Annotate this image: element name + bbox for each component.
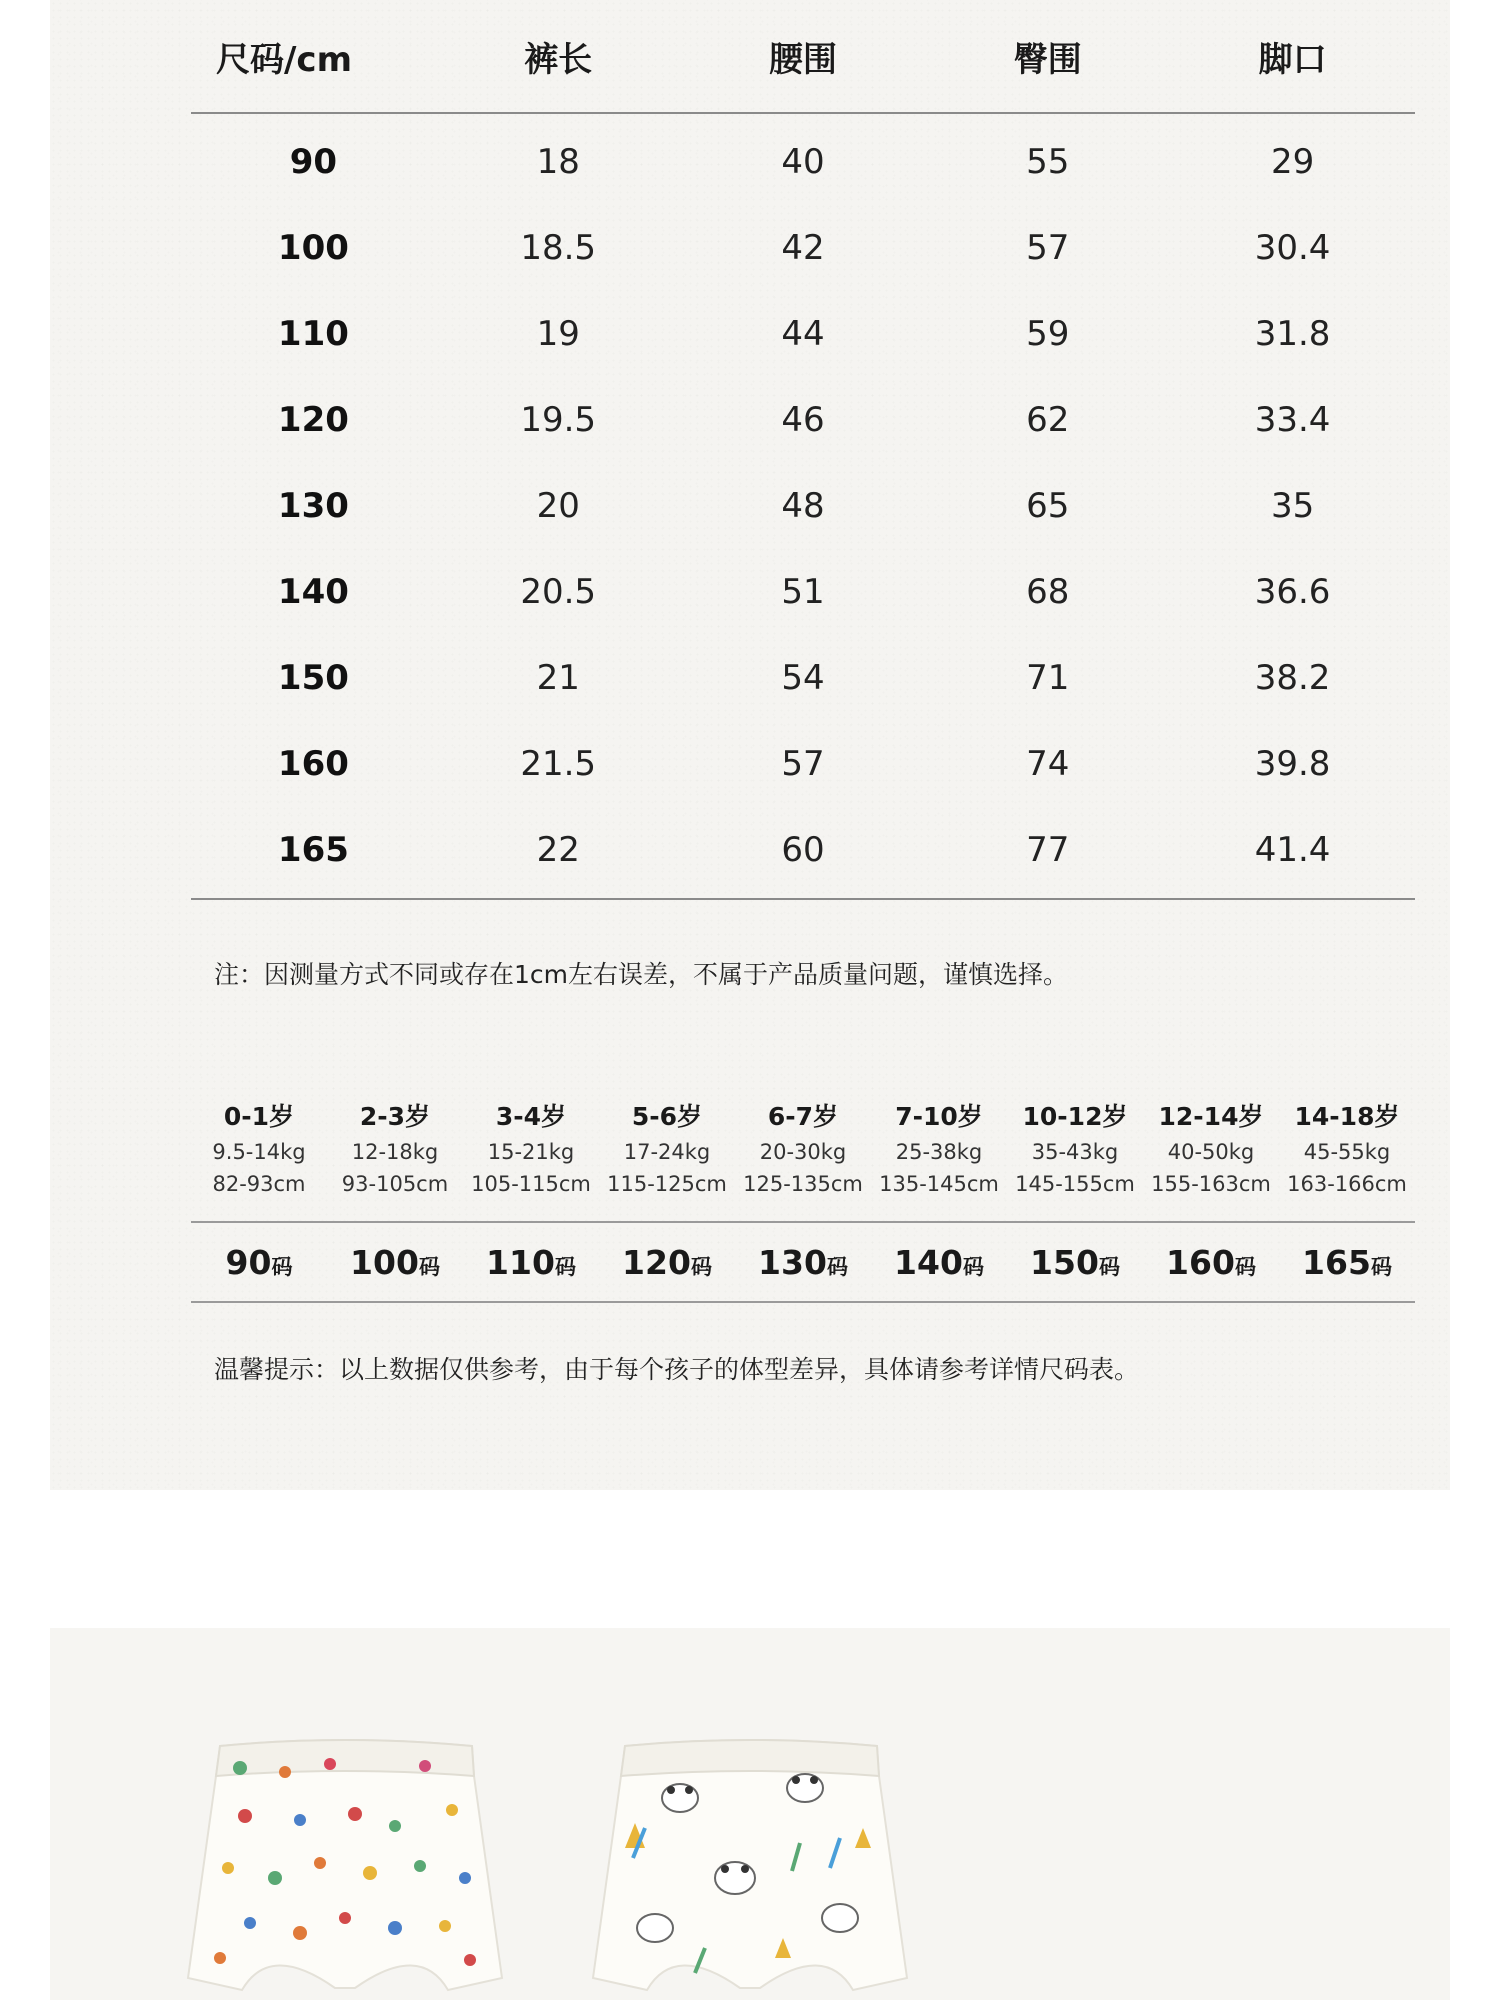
height-range: 163-166cm — [1287, 1172, 1407, 1196]
size-code-unit: 码 — [1234, 1254, 1256, 1279]
header-size: 尺码/cm — [216, 39, 352, 80]
age-label: 12-14岁 — [1158, 1102, 1264, 1131]
age-cell — [463, 1098, 599, 1200]
size-code-unit: 码 — [554, 1254, 576, 1279]
leg-opening-cell: 31.8 — [1254, 314, 1331, 354]
height-range: 105-115cm — [471, 1172, 591, 1196]
size-code-unit: 码 — [1098, 1254, 1120, 1279]
product-image-monster-print — [180, 1728, 510, 2000]
length-cell: 22 — [536, 830, 580, 870]
waist-cell: 60 — [781, 830, 825, 870]
age-label: 0-1岁 — [223, 1102, 295, 1131]
size-code — [1279, 1243, 1415, 1282]
height-range: 93-105cm — [341, 1172, 449, 1196]
waist-cell: 40 — [781, 142, 825, 182]
size-code-number: 150 — [1030, 1242, 1099, 1282]
weight-range: 9.5-14kg — [212, 1140, 306, 1164]
leg-opening-cell: 38.2 — [1254, 658, 1331, 698]
weight-range: 45-55kg — [1303, 1140, 1391, 1164]
size-code-number: 165 — [1302, 1242, 1371, 1282]
length-cell: 21.5 — [520, 744, 597, 784]
size-code-number: 110 — [486, 1242, 555, 1282]
size-code-number: 130 — [758, 1242, 827, 1282]
waist-cell: 54 — [781, 658, 825, 698]
warm-tip: 温馨提示：以上数据仅供参考，由于每个孩子的体型差异，具体请参考详情尺码表。 — [214, 1355, 1140, 1384]
length-cell: 21 — [536, 658, 580, 698]
size-table-row — [191, 377, 1415, 463]
size-cell: 120 — [277, 400, 349, 440]
length-cell: 19.5 — [520, 400, 597, 440]
height-range: 82-93cm — [212, 1172, 306, 1196]
age-label: 10-12岁 — [1022, 1102, 1128, 1131]
size-code — [871, 1243, 1007, 1282]
size-code — [1007, 1243, 1143, 1282]
product-image-panda-print — [585, 1728, 915, 2000]
age-cell — [1279, 1098, 1415, 1200]
header-waist: 腰围 — [768, 39, 837, 80]
size-code-number: 160 — [1166, 1242, 1235, 1282]
age-cell — [871, 1098, 1007, 1200]
weight-range: 17-24kg — [623, 1140, 711, 1164]
size-table-row — [191, 635, 1415, 721]
weight-range: 15-21kg — [487, 1140, 575, 1164]
waist-cell: 42 — [781, 228, 825, 268]
leg-opening-cell: 36.6 — [1254, 572, 1331, 612]
weight-range: 40-50kg — [1167, 1140, 1255, 1164]
age-label: 6-7岁 — [767, 1102, 839, 1131]
hip-cell: 57 — [1026, 228, 1070, 268]
product-card — [50, 1628, 1450, 2000]
measurement-note: 注：因测量方式不同或存在1cm左右误差，不属于产品质量问题，谨慎选择。 — [214, 960, 1069, 989]
length-cell: 19 — [536, 314, 580, 354]
header-hip: 臀围 — [1013, 39, 1082, 80]
size-table-body — [191, 114, 1415, 893]
size-table-row — [191, 463, 1415, 549]
height-range: 125-135cm — [743, 1172, 863, 1196]
hip-cell: 62 — [1026, 400, 1070, 440]
age-label: 5-6岁 — [631, 1102, 703, 1131]
size-table-row — [191, 807, 1415, 893]
weight-range: 12-18kg — [351, 1140, 439, 1164]
size-cell: 160 — [277, 744, 349, 784]
age-divider-bottom — [191, 1301, 1415, 1303]
size-code — [191, 1243, 327, 1282]
leg-opening-cell: 41.4 — [1254, 830, 1331, 870]
age-cell — [327, 1098, 463, 1200]
size-cell: 100 — [277, 228, 349, 268]
size-cell: 110 — [277, 314, 349, 354]
waist-cell: 57 — [781, 744, 825, 784]
hip-cell: 71 — [1026, 658, 1070, 698]
age-row — [191, 1098, 1415, 1200]
length-cell: 20 — [536, 486, 580, 526]
leg-opening-cell: 35 — [1270, 486, 1315, 526]
age-cell — [1143, 1098, 1279, 1200]
hip-cell: 77 — [1026, 830, 1070, 870]
header-leg-opening: 脚口 — [1258, 39, 1327, 80]
size-code-unit: 码 — [418, 1254, 440, 1279]
size-code — [1143, 1243, 1279, 1282]
size-cell: 140 — [277, 572, 349, 612]
height-range: 115-125cm — [607, 1172, 727, 1196]
waist-cell: 51 — [781, 572, 825, 612]
size-code-unit: 码 — [690, 1254, 712, 1279]
length-cell: 18 — [536, 142, 580, 182]
size-cell: 130 — [277, 486, 349, 526]
waist-cell: 44 — [781, 314, 825, 354]
age-label: 2-3岁 — [359, 1102, 431, 1131]
age-cell — [599, 1098, 735, 1200]
size-code — [599, 1243, 735, 1282]
age-label: 7-10岁 — [895, 1102, 983, 1131]
size-chart-card — [50, 0, 1450, 1490]
size-code-number: 120 — [622, 1242, 691, 1282]
height-range: 145-155cm — [1015, 1172, 1135, 1196]
size-code-number: 100 — [350, 1242, 419, 1282]
waist-cell: 48 — [781, 486, 825, 526]
weight-range: 20-30kg — [759, 1140, 847, 1164]
height-range: 135-145cm — [879, 1172, 999, 1196]
size-table-row — [191, 205, 1415, 291]
size-code-unit: 码 — [1370, 1254, 1392, 1279]
age-label: 3-4岁 — [495, 1102, 567, 1131]
hip-cell: 55 — [1026, 142, 1070, 182]
age-cell — [191, 1098, 327, 1200]
size-code-row — [191, 1223, 1415, 1301]
size-table-row — [191, 119, 1415, 205]
size-code-unit: 码 — [271, 1254, 293, 1279]
hip-cell: 65 — [1026, 486, 1070, 526]
size-table — [191, 0, 1415, 900]
leg-opening-cell: 33.4 — [1254, 400, 1331, 440]
size-code-number: 140 — [894, 1242, 963, 1282]
header-length: 裤长 — [524, 39, 593, 80]
hip-cell: 74 — [1026, 744, 1070, 784]
weight-range: 35-43kg — [1031, 1140, 1119, 1164]
size-cell: 150 — [277, 658, 349, 698]
height-range: 155-163cm — [1151, 1172, 1271, 1196]
age-label: 14-18岁 — [1294, 1102, 1400, 1131]
leg-opening-cell: 29 — [1270, 142, 1315, 182]
size-table-row — [191, 721, 1415, 807]
length-cell: 18.5 — [520, 228, 597, 268]
size-cell: 90 — [289, 142, 338, 182]
size-cell: 165 — [277, 830, 349, 870]
leg-opening-cell: 30.4 — [1254, 228, 1331, 268]
size-code-number: 90 — [225, 1242, 272, 1282]
weight-range: 25-38kg — [895, 1140, 983, 1164]
table-bottom-divider — [191, 898, 1415, 900]
size-table-header — [191, 0, 1415, 112]
leg-opening-cell: 39.8 — [1254, 744, 1331, 784]
size-table-row — [191, 549, 1415, 635]
size-code — [327, 1243, 463, 1282]
age-cell — [735, 1098, 871, 1200]
size-code-unit: 码 — [826, 1254, 848, 1279]
length-cell: 20.5 — [520, 572, 597, 612]
hip-cell: 68 — [1026, 572, 1070, 612]
size-code — [463, 1243, 599, 1282]
size-table-row — [191, 291, 1415, 377]
waist-cell: 46 — [781, 400, 825, 440]
age-cell — [1007, 1098, 1143, 1200]
size-code-unit: 码 — [962, 1254, 984, 1279]
size-code — [735, 1243, 871, 1282]
hip-cell: 59 — [1026, 314, 1070, 354]
age-size-guide — [191, 1098, 1415, 1303]
